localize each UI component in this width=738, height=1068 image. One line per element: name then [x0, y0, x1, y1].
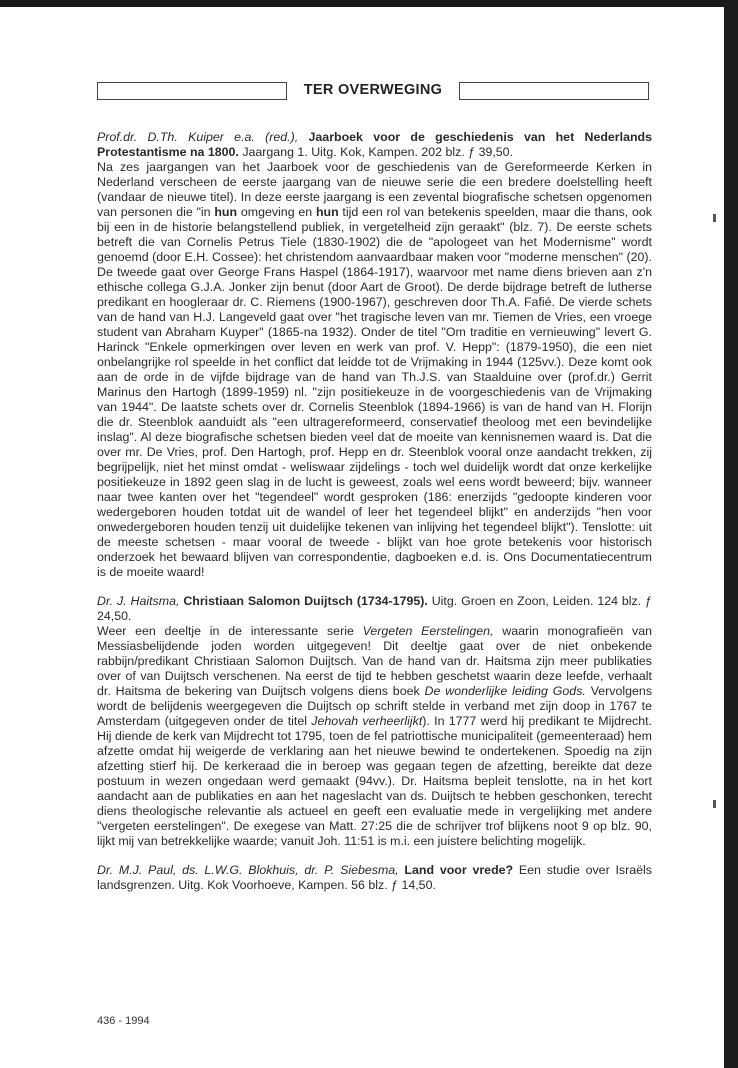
review-list — [97, 130, 652, 907]
review-duijtsch — [97, 594, 652, 849]
review-text: omgeving en — [237, 205, 316, 219]
review-text: waarin monografieën van Messiasbelijdende joden worden uitgegeven! Dit deeltje gaat over de niet onbekende rabbijn/predikant Christiaan Salomon Duijtsch. Van de hand van dr. Haitsma zijn meer publikaties over of van Duijtsch verschenen. Na eerst de tijd te hebben geschetst waarin deze leefde, verhaalt dr. Haitsma de bekering van Duijtsch volgens diens boek — [97, 624, 652, 698]
review-heading — [97, 594, 652, 624]
page-footer: 436 - 1994 — [97, 1015, 150, 1027]
top-scan-edge — [0, 0, 738, 7]
review-text: Weer een deeltje in de interessante serie — [97, 624, 363, 638]
review-body — [97, 624, 652, 849]
scan-mark — [713, 800, 716, 808]
review-publication: Een studie over Israëls landsgrenzen. Uitg. Kok Voorhoeve, Kampen. 56 blz. ƒ 14,50. — [97, 863, 652, 892]
scan-mark — [713, 214, 716, 222]
review-heading — [97, 863, 652, 893]
section-title: TER OVERWEGING — [303, 82, 443, 98]
review-text: tijd een rol van betekenis speelden, maar die thans, ook bij een in de historie belangstellend publiek, in vergetelheid zijn geraakt" (blz. 7). De eerste schets betreft die van Cornelis Petrus Tiele (1830-1902) die de "apologeet van het Modernisme" wordt genoemd (door E.H. Cossee): het christendom aanvaardbaar maken voor "moderne menschen" (20). De tweede gaat over George Frans Haspel (1864-1917), waarvoor met name diens brieven aan z'n ethische collega G.J.A. Jonker zijn benut (door Aart de Groot). De derde bijdrage betreft de lutherse predikant en hoogleraar dr. C. Riemens (1900-1967), geschreven door Th.A. Fafié. De vierde schets van de hand van H.J. Langeveld gaat over "het tragische leven van mr. Tiemen de Vries, een vroege student van Abraham Kuyper" (1865-na 1932). Onder de titel "Om traditie en vernieuwing" levert G. Harinck "Enkele opmerkingen over leven en werk van prof. V. Hepp": (1879-1950), die een niet onbelangrijke rol speelde in het conflict dat leidde tot de Vrijmaking in 1944 (125vv.). Deze komt ook aan de orde in de vijfde bijdrage van de hand van Th.J.S. van Staalduine over (prof.dr.) Gerrit Marinus den Hartogh (1899-1959) nl. "zijn positiekeuze in de voorgeschiedenis van de Vrijmaking van 1944". De laatste schets over dr. Cornelis Steenblok (1894-1966) is van de hand van H. Florijn die dr. Steenblok aanduidt als "een ultragereformeerd, conservatief theoloog met een bevindelijke inslag". Al deze biografische schetsen bieden veel dat de moeite van kennisnemen waard is. Dat die over mr. De Vries, prof. Den Hartogh, prof. Hepp en dr. Steenblok vooral onze aandacht trekken, zij begrijpelijk, niet het minst omdat - weliswaar zijdelings - toch wel duidelijk wordt dat onze kerkelijke positiekeuze in 1892 geen slag in de lucht is geweest, zoals wel eens wordt beweerd; bijv. wanneer naar twee kanten over het "tegendeel" wordt gesproken (186: enerzijds "gedoopte kinderen voor wedergeboren houden totdat uit de wandel of leer het tegendeel blijkt" en anderzijds "hen voor onwedergeboren houden tenzij uit duidelijke tekenen van inlijving het tegendeel blijkt"). Tenslotte: uit de meeste schetsen - maar vooral de tweede - blijkt van hoe grote betekenis voor historisch onderzoek het bewaard blijven van correspondentie, dagboeken e.d. is. Ons Documentatiecentrum is de moeite waard! — [97, 205, 652, 579]
book-title: Jehovah verheerlijkt — [311, 714, 423, 728]
review-jaarboek — [97, 130, 652, 580]
review-body — [97, 160, 652, 580]
review-publication: Uitg. Groen en Zoon, Leiden. 124 blz. ƒ 24,50. — [97, 594, 652, 623]
header-rule-box-right — [459, 82, 649, 100]
review-title: Christiaan Salomon Duijtsch (1734-1795). — [183, 594, 428, 608]
review-title: Jaarboek voor de geschiedenis van het Nederlands Protestantisme na 1800. — [97, 130, 652, 159]
review-land-voor-vrede — [97, 863, 652, 893]
review-publication: Jaargang 1. Uitg. Kok, Kampen. 202 blz. ƒ 39,50. — [238, 145, 514, 159]
emphasis: hun — [214, 205, 238, 219]
section-header — [97, 76, 651, 110]
review-heading — [97, 130, 652, 160]
right-scan-edge — [724, 0, 738, 1068]
review-text: Vervolgens wordt de belijdenis weergegeven die Duijtsch op schrift stelde in verband met zijn doop in 1767 te Amsterdam (uitgegeven onder de titel — [97, 684, 653, 728]
review-authors: Dr. M.J. Paul, ds. L.W.G. Blokhuis, dr. P. Siebesma, — [97, 863, 399, 877]
review-text: ). In 1777 werd hij predikant te Mijdrecht. Hij diende de kerk van Mijdrecht tot 1795, toen de fel patriottische municipaliteit (gemeenteraad) hem afzette omdat hij weigerde de verklaring aan het nieuwe bewind te ondertekenen. Spoedig na zijn afzetting stierf hij. De kerkeraad die in beroep was gegaan tegen de afzetting, bereikte dat deze postuum in wezen ongedaan werd gemaakt (94vv.). Dr. Haitsma bepleit tenslotte, na in het kort aandacht aan de publikaties en aan het nageslacht van ds. Duijtsch te hebben geschonken, terecht diens theologische relevantie als actueel en geeft een evaluatie mede in vergelijking met andere "vergeten eerstelingen". De exegese van Matt. 27:25 die de schrijver trof blijkens noot 9 op blz. 90, lijkt mij van betrekkelijke waarde; vanuit Joh. 11:51 is m.i. een juistere belichting mogelijk. — [97, 714, 652, 848]
review-authors: Dr. J. Haitsma, — [97, 594, 180, 608]
book-title: De wonderlijke leiding Gods. — [424, 684, 586, 698]
review-authors: Prof.dr. D.Th. Kuiper e.a. (red.), — [97, 130, 299, 144]
series-title: Vergeten Eerstelingen, — [362, 624, 494, 638]
review-title: Land voor vrede? — [404, 863, 514, 877]
emphasis: hun — [315, 205, 339, 219]
review-text: Na zes jaargangen van het Jaarboek voor de geschiedenis van de Gereformeerde Kerken in Nederland verscheen de eerste jaargang van de nieuwe serie die een bredere doelstelling heeft (vandaar de nieuwe titel). In deze eerste jaargang is een zevental biografische schetsen opgenomen van personen die "in — [97, 160, 652, 219]
header-rule-box-left — [97, 82, 287, 100]
